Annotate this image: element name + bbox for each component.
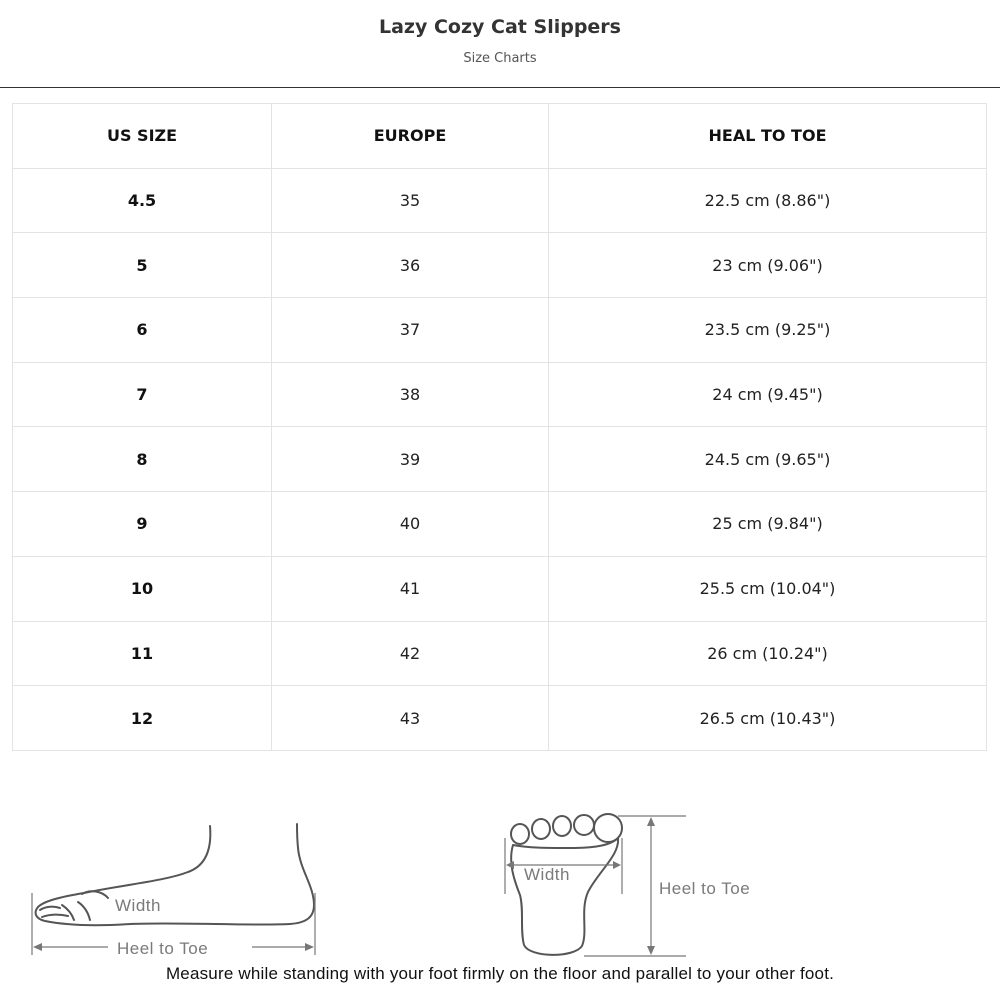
europe-size-cell: 37 <box>272 298 549 363</box>
size-chart-table <box>12 103 987 751</box>
table-row <box>13 621 987 686</box>
column-header-europe: EUROPE <box>272 104 549 169</box>
us-size-cell: 9 <box>13 492 272 557</box>
us-size-cell: 12 <box>13 686 272 751</box>
side-heel-to-toe-label: Heel to Toe <box>117 939 209 958</box>
table-row <box>13 233 987 298</box>
heel-to-toe-cell: 25 cm (9.84") <box>549 492 987 557</box>
heel-to-toe-cell: 24 cm (9.45") <box>549 362 987 427</box>
foot-measurement-diagram <box>0 780 1000 964</box>
heel-to-toe-cell: 22.5 cm (8.86") <box>549 168 987 233</box>
europe-size-cell: 38 <box>272 362 549 427</box>
table-row <box>13 556 987 621</box>
us-size-cell: 4.5 <box>13 168 272 233</box>
table-row <box>13 686 987 751</box>
heel-to-toe-cell: 25.5 cm (10.04") <box>549 556 987 621</box>
sole-foot-illustration <box>511 814 622 955</box>
table-row <box>13 427 987 492</box>
heel-to-toe-cell: 26.5 cm (10.43") <box>549 686 987 751</box>
us-size-cell: 8 <box>13 427 272 492</box>
table-row <box>13 168 987 233</box>
sole-heel-to-toe-label: Heel to Toe <box>659 879 751 898</box>
side-width-label: Width <box>115 896 161 915</box>
sole-width-label: Width <box>524 865 570 884</box>
us-size-cell: 5 <box>13 233 272 298</box>
heel-to-toe-cell: 23.5 cm (9.25") <box>549 298 987 363</box>
column-header-us-size: US SIZE <box>13 104 272 169</box>
heel-to-toe-cell: 23 cm (9.06") <box>549 233 987 298</box>
us-size-cell: 11 <box>13 621 272 686</box>
measurement-instruction: Measure while standing with your foot firmly on the floor and parallel to your other foot. <box>165 964 835 983</box>
europe-size-cell: 43 <box>272 686 549 751</box>
us-size-cell: 10 <box>13 556 272 621</box>
heel-to-toe-cell: 24.5 cm (9.65") <box>549 427 987 492</box>
europe-size-cell: 40 <box>272 492 549 557</box>
table-row <box>13 298 987 363</box>
europe-size-cell: 42 <box>272 621 549 686</box>
us-size-cell: 6 <box>13 298 272 363</box>
table-row <box>13 362 987 427</box>
europe-size-cell: 41 <box>272 556 549 621</box>
page-subtitle: Size Charts <box>463 51 537 66</box>
page-header <box>0 0 1000 88</box>
table-header-row <box>13 104 987 169</box>
column-header-heel-to-toe: HEAL TO TOE <box>549 104 987 169</box>
heel-to-toe-cell: 26 cm (10.24") <box>549 621 987 686</box>
europe-size-cell: 35 <box>272 168 549 233</box>
page-title: Lazy Cozy Cat Slippers <box>379 16 621 38</box>
europe-size-cell: 36 <box>272 233 549 298</box>
europe-size-cell: 39 <box>272 427 549 492</box>
us-size-cell: 7 <box>13 362 272 427</box>
table-row <box>13 492 987 557</box>
side-foot-illustration <box>36 824 314 925</box>
